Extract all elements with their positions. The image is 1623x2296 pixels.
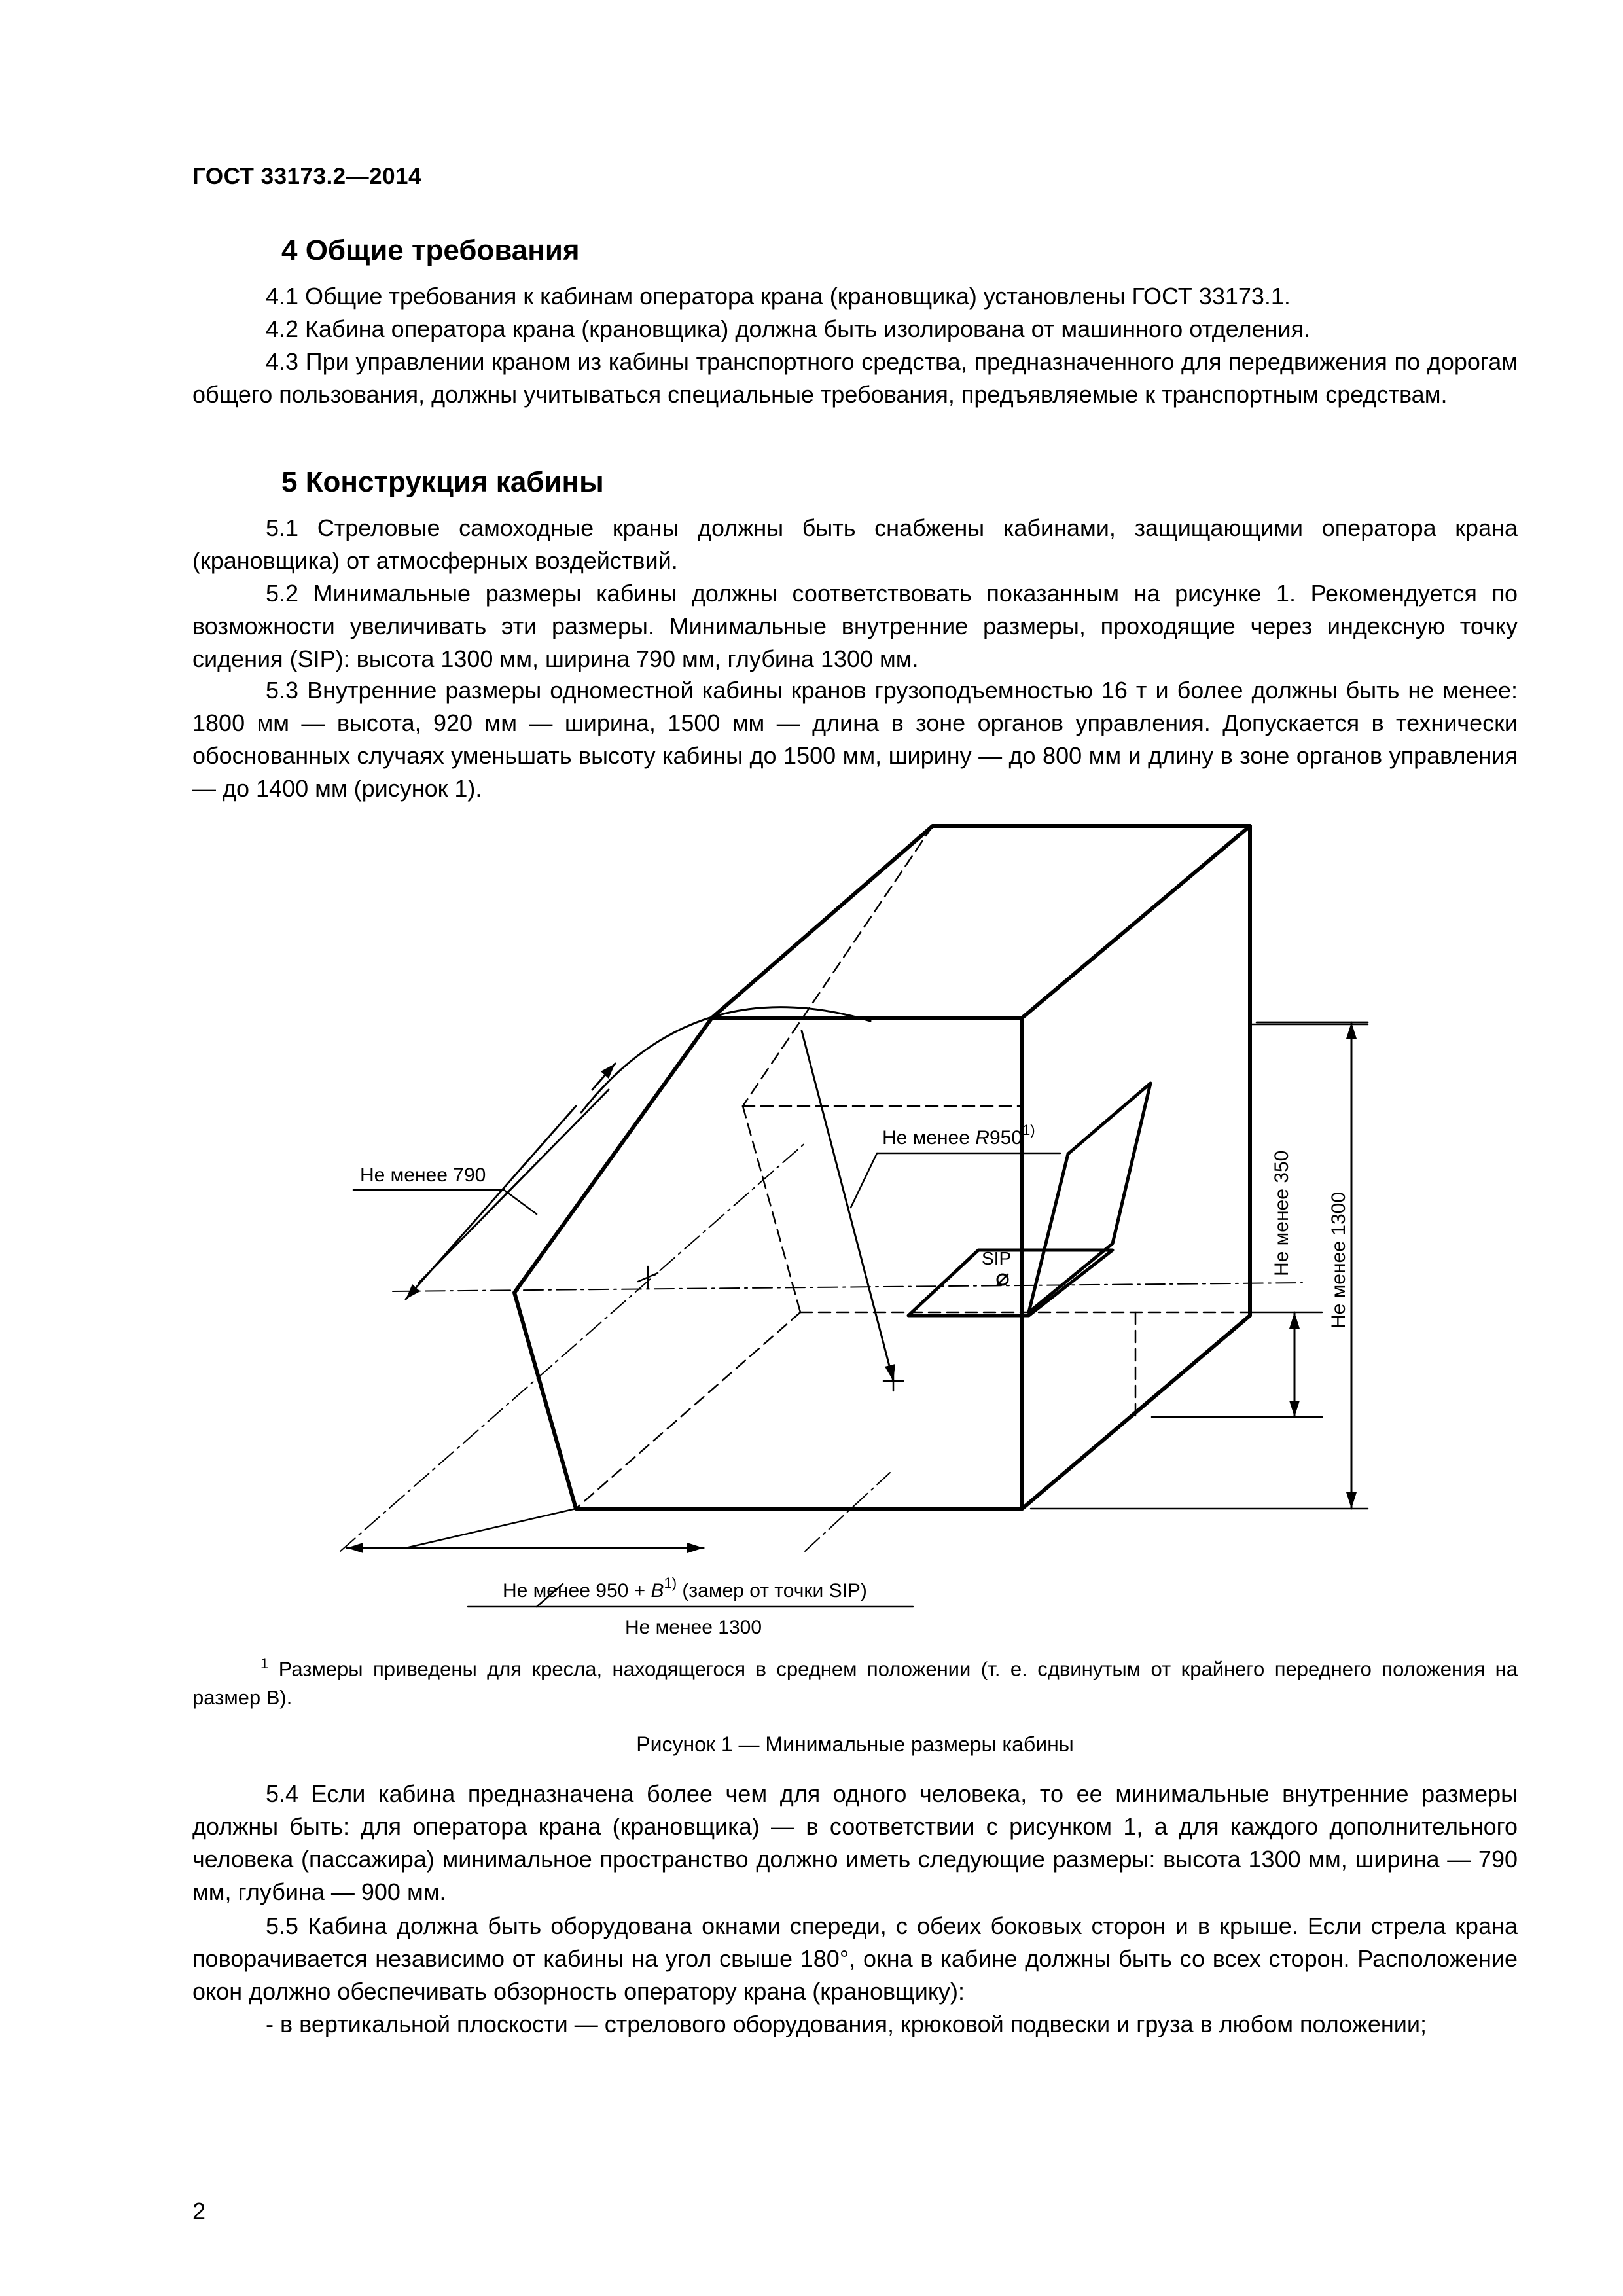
document-code: ГОСТ 33173.2—2014 [192,164,421,189]
dimension-lines [347,1022,1351,1548]
cabin-outline [514,826,1250,1509]
paragraph-4-1: 4.1 Общие требования к кабинам оператора крана (крановщика) установлены ГОСТ 33173.1. [266,283,1291,310]
paragraph-4-2: 4.2 Кабина оператора крана (крановщика) должна быть изолирована от машинного отделения. [266,315,1311,342]
paragraph-5-5: 5.5 Кабина должна быть оборудована окнами спереди, с обеих боковых сторон и в крыше. Если стрела крана поворачивается независимо от кабины на угол свыше 180°, окна в кабине должны быть со всех сторон. Расположение окон должно обеспечивать обзорность оператору крана (крановщику): [192,1912,1518,2005]
leader-lines [353,1153,1060,1607]
label-depth-1300: Не менее 1300 [625,1617,762,1638]
paragraph-5-2: 5.2 Минимальные размеры кабины должны соответствовать показанным на рисунке 1. Рекомендуется по возможности увеличивать эти размеры. Минимальные внутренние размеры, проходящие через индексную точку сидения (SIP): высота 1300 мм, ширина 790 мм, глубина 1300 мм. [192,580,1518,672]
paragraph-5-4: 5.4 Если кабина предназначена более чем для одного человека, то ее минимальные внутренние размеры должны быть: для оператора крана (крановщика) — в соответствии с рисунком 1, а для каждого дополнительного человека (пассажира) минимальное пространство должно иметь следующие размеры: высота 1300 мм, ширина — 790 мм, глубина — 900 мм. [192,1780,1518,1905]
page-number: 2 [192,2198,206,2225]
paragraph-5-1: 5.1 Стреловые самоходные краны должны быть снабжены кабинами, защищающими оператора крана (крановщика) от атмосферных воздействий. [192,514,1518,574]
label-radius-950: Не менее R950$^{1)}$ [882,1122,1035,1149]
paragraph-4-3: 4.3 При управлении краном из кабины транспортного средства, предназначенного для передвижения по дорогам общего пользования, должны учитываться специальные требования, предъявляемые к транспортным средствам. [192,348,1518,408]
radius-arc [581,1007,870,1113]
arrowheads [347,1022,1357,1553]
footnote-text: Размеры приведены для кресла, находящегося в среднем положении (т. е. сдвинутым от крайнего переднего положения на размер B). [192,1657,1518,1710]
footnote-mark: 1 [260,1655,269,1672]
figure-caption: Рисунок 1 — Минимальные размеры кабины [636,1732,1074,1756]
label-width-790: Не менее 790 [360,1164,486,1186]
section-5-heading: 5 Конструкция кабины [281,466,604,498]
tick-marks [638,1266,903,1391]
radius-line [802,1031,893,1381]
hidden-edges [576,826,1250,1509]
figure-footnote [192,1649,1518,1712]
bullet-vertical-plane: - в вертикальной плоскости — стрелового оборудования, крюковой подвески и груза в любом положении; [266,2011,1427,2037]
seat-backrest [1029,1083,1150,1312]
label-depth-950: Не менее $950 + B^{1)}$ (замер от точки SIP) [503,1575,867,1602]
center-lines [340,1142,1302,1551]
label-height-350: Не менее 350 [1271,1150,1293,1276]
section-4-heading: 4 Общие требования [281,234,580,266]
label-sip: SIP [982,1248,1012,1268]
extension-lines [406,1022,1368,1548]
label-height-1300: Не менее 1300 [1328,1191,1349,1329]
paragraph-5-3: 5.3 Внутренние размеры одноместной кабины кранов грузоподъемностью 16 т и более должны быть не менее: 1800 мм — высота, 920 мм — ширина, 1500 мм — длина в зоне органов управления. Допускается в технически обоснованных случаях уменьшать высоту кабины до 1500 мм, ширину — до 800 мм и длину в зоне органов управления — до 1400 мм (рисунок 1). [192,677,1518,802]
